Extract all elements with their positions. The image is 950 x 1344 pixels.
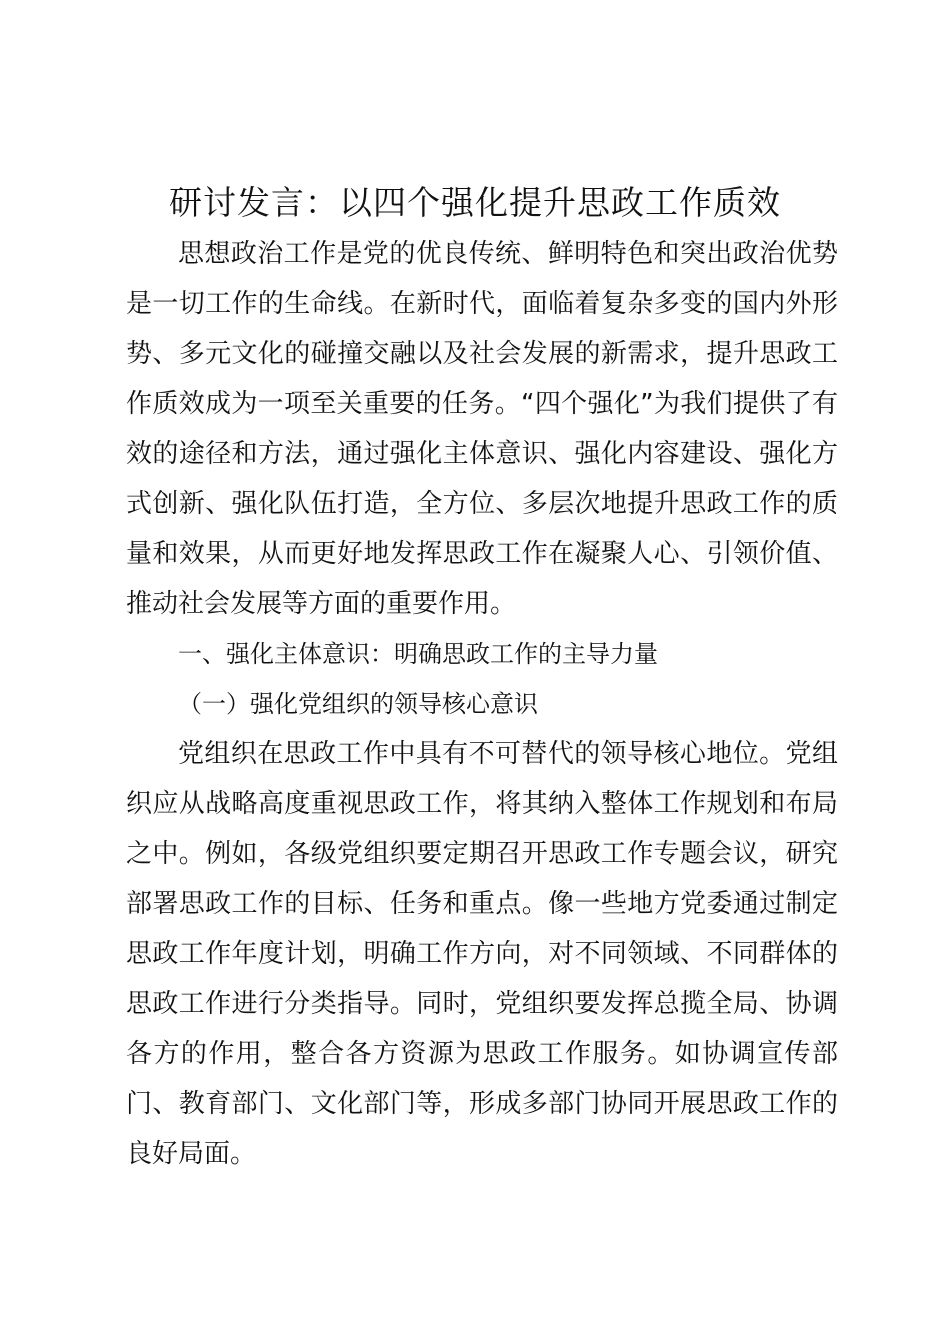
subsection-heading: （一）强化党组织的领导核心意识 [178,690,538,718]
document-body [126,229,838,1179]
section-heading: 一、强化主体意识：明确思政工作的主导力量 [178,640,658,668]
subsection-paragraph: 党组织在思政工作中具有不可替代的领导核心地位。党组织应从战略高度重视思政工作，将其纳入整体工作规划和布局之中。例如，各级党组织要定期召开思政工作专题会议，研究部署思政工作的目标、任务和重点。像一些地方党委通过制定思政工作年度计划，明确工作方向，对不同领域、不同群体的思政工作进行分类指导。同时，党组织要发挥总揽全局、协调各方的作用，整合各方资源为思政工作服务。如协调宣传部门、教育部门、文化部门等，形成多部门协同开展思政工作的良好局面。 [126,739,838,1169]
document-title: 研讨发言：以四个强化提升思政工作质效 [169,183,781,222]
intro-paragraph: 思想政治工作是党的优良传统、鲜明特色和突出政治优势是一切工作的生命线。在新时代，面临着复杂多变的国内外形势、多元文化的碰撞交融以及社会发展的新需求，提升思政工作质效成为一项至关重要的任务。“四个强化”为我们提供了有效的途径和方法，通过强化主体意识、强化内容建设、强化方式创新、强化队伍打造，全方位、多层次地提升思政工作的质量和效果，从而更好地发挥思政工作在凝聚人心、引领价值、推动社会发展等方面的重要作用。 [126,239,838,619]
